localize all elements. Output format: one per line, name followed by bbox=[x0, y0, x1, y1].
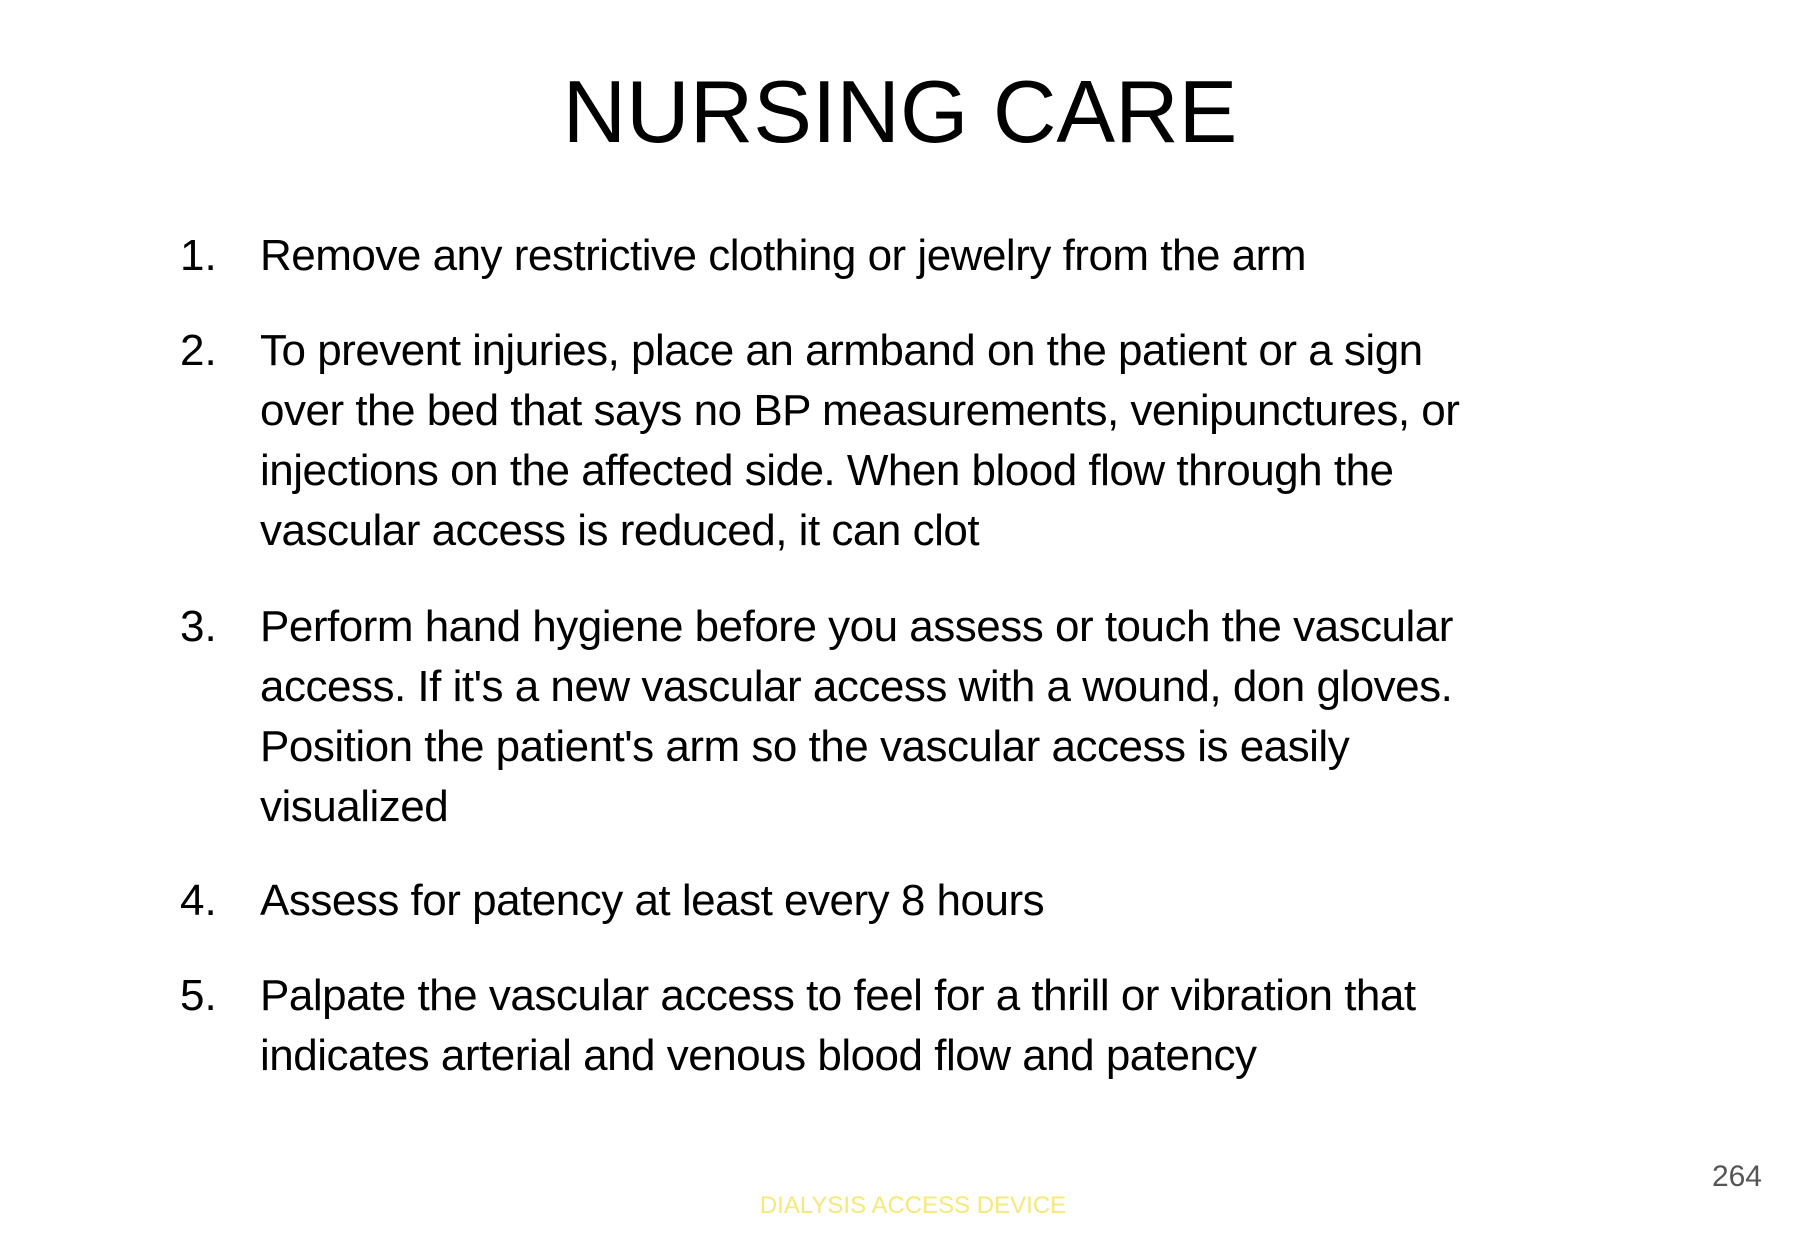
item-text: Perform hand hygiene before you assess or touch the vascular bbox=[260, 602, 1453, 651]
item-text: Palpate the vascular access to feel for a thrill or vibration that bbox=[260, 971, 1416, 1020]
item-text: access. If it's a new vascular access with a wound, don gloves. bbox=[260, 662, 1453, 711]
item-text: Remove any restrictive clothing or jewelry from the arm bbox=[260, 231, 1306, 280]
item-text: Assess for patency at least every 8 hours bbox=[260, 876, 1045, 925]
item-number: 5. bbox=[180, 971, 217, 1020]
item-text: visualized bbox=[260, 782, 449, 831]
item-text: vascular access is reduced, it can clot bbox=[260, 506, 980, 555]
item-number: 2. bbox=[180, 326, 217, 375]
item-text: Position the patient's arm so the vascular access is easily bbox=[260, 722, 1350, 771]
item-text: indicates arterial and venous blood flow and patency bbox=[260, 1031, 1257, 1080]
item-text: To prevent injuries, place an armband on the patient or a sign bbox=[260, 326, 1423, 375]
item-text: over the bed that says no BP measurements, venipunctures, or bbox=[260, 386, 1460, 435]
item-number: 3. bbox=[180, 602, 217, 651]
slide-title: NURSING CARE bbox=[562, 62, 1238, 161]
page-number: 264 bbox=[1711, 1160, 1762, 1193]
item-number: 1. bbox=[180, 231, 217, 280]
item-number: 4. bbox=[180, 876, 217, 925]
slide-footer: DIALYSIS ACCESS DEVICE bbox=[759, 1192, 1067, 1219]
item-text: injections on the affected side. When blood flow through the bbox=[260, 446, 1394, 495]
